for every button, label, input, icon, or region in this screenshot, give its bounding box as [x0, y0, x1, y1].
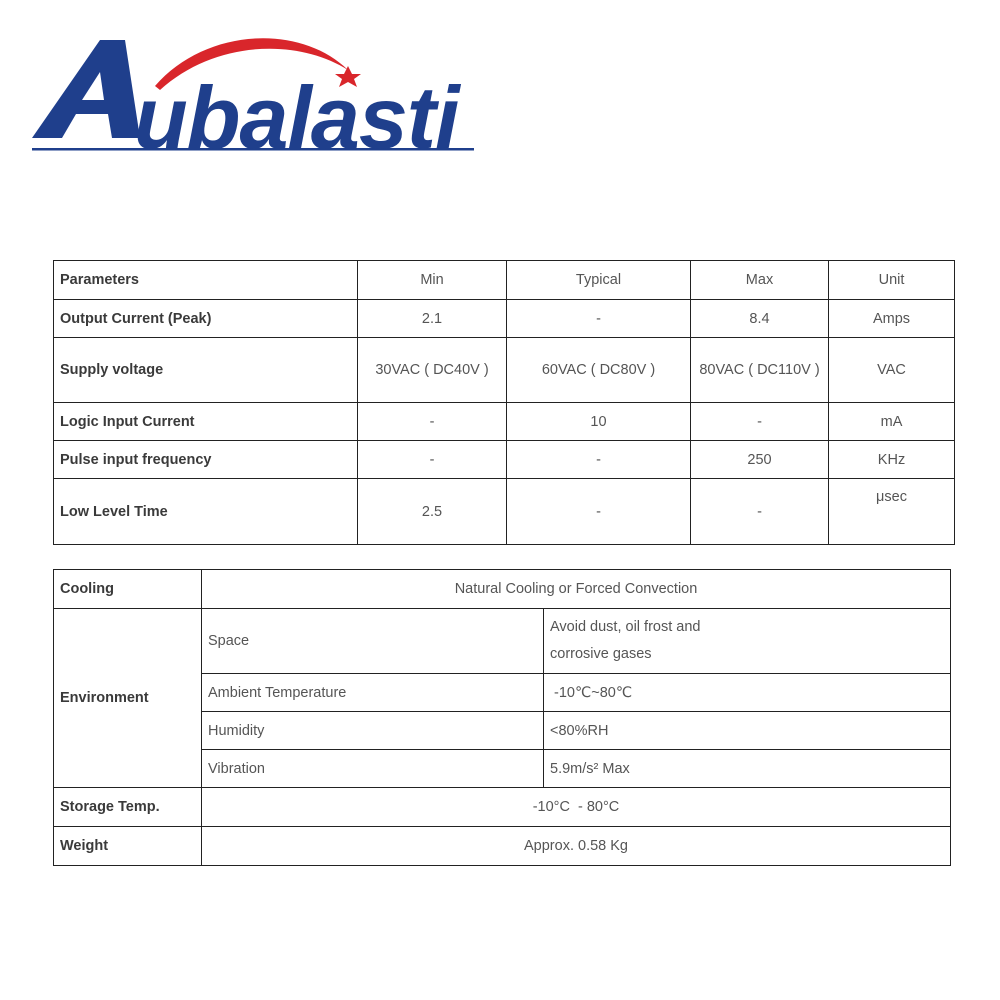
- param-unit: mA: [829, 403, 955, 441]
- param-min: 2.1: [358, 300, 507, 338]
- param-max: 80VAC ( DC110V ): [691, 338, 829, 403]
- environment-label: Environment: [54, 609, 202, 788]
- env-item-name: Humidity: [202, 712, 544, 750]
- brand-logo: [30, 28, 490, 167]
- header-typical: Typical: [507, 261, 691, 300]
- param-unit: VAC: [829, 338, 955, 403]
- param-typical: -: [507, 300, 691, 338]
- param-max: -: [691, 403, 829, 441]
- table-row: [54, 479, 955, 545]
- param-min: 2.5: [358, 479, 507, 545]
- param-name: Pulse input frequency: [54, 441, 358, 479]
- storage-label: Storage Temp.: [54, 788, 202, 827]
- table-header-row: [54, 261, 955, 300]
- env-item-value: [544, 609, 951, 674]
- param-name: Low Level Time: [54, 479, 358, 545]
- param-min: -: [358, 403, 507, 441]
- cooling-label: Cooling: [54, 570, 202, 609]
- table-row: [54, 441, 955, 479]
- param-typical: 10: [507, 403, 691, 441]
- param-max: -: [691, 479, 829, 545]
- weight-label: Weight: [54, 827, 202, 866]
- param-unit: Amps: [829, 300, 955, 338]
- header-unit: Unit: [829, 261, 955, 300]
- param-name: Supply voltage: [54, 338, 358, 403]
- param-max: 250: [691, 441, 829, 479]
- header-min: Min: [358, 261, 507, 300]
- table-row: [54, 338, 955, 403]
- storage-value: -10°C - 80°C: [202, 788, 951, 827]
- header-parameters: Parameters: [54, 261, 358, 300]
- env-value-line: Avoid dust, oil frost and: [550, 619, 701, 635]
- param-typical: 60VAC ( DC80V ): [507, 338, 691, 403]
- env-item-value: <80%RH: [544, 712, 951, 750]
- param-name: Logic Input Current: [54, 403, 358, 441]
- env-item-name: Space: [202, 609, 544, 674]
- cooling-value: Natural Cooling or Forced Convection: [202, 570, 951, 609]
- env-value-line: corrosive gases: [550, 646, 652, 662]
- table-row: [54, 403, 955, 441]
- env-item-value: 5.9m/s² Max: [544, 750, 951, 788]
- environment-table: [53, 569, 951, 866]
- cooling-row: [54, 570, 951, 609]
- logo-wordmark: ubalasti: [134, 68, 459, 167]
- param-min: 30VAC ( DC40V ): [358, 338, 507, 403]
- param-name: Output Current (Peak): [54, 300, 358, 338]
- header-max: Max: [691, 261, 829, 300]
- table-row: [54, 300, 955, 338]
- env-item-name: Vibration: [202, 750, 544, 788]
- weight-value: Approx. 0.58 Kg: [202, 827, 951, 866]
- param-min: -: [358, 441, 507, 479]
- param-max: 8.4: [691, 300, 829, 338]
- param-typical: -: [507, 479, 691, 545]
- storage-row: [54, 788, 951, 827]
- param-unit: KHz: [829, 441, 955, 479]
- environment-row-space: [54, 609, 951, 674]
- param-unit: μsec: [829, 479, 955, 545]
- weight-row: [54, 827, 951, 866]
- param-typical: -: [507, 441, 691, 479]
- env-item-name: Ambient Temperature: [202, 674, 544, 712]
- parameters-table: [53, 260, 955, 545]
- env-item-value: -10℃~80℃: [544, 674, 951, 712]
